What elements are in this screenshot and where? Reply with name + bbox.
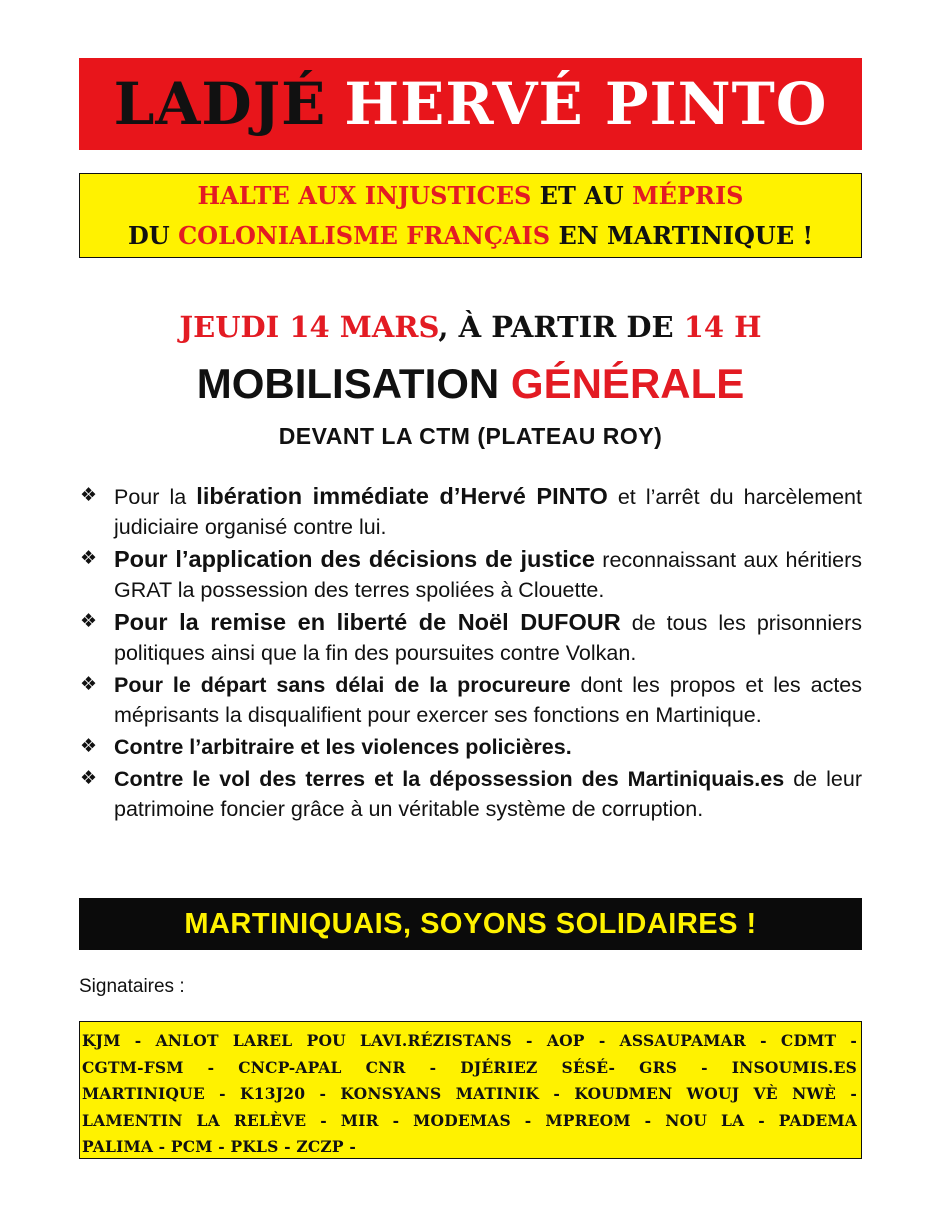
solidarity-call-text: MARTINIQUAIS, SOYONS SOLIDAIRES ! [184, 907, 757, 940]
demand-rest: reconnaissant aux héritiers GRAT la possession des terres spoliées à Clouette. [114, 548, 862, 602]
demand-bold: Contre le vol des terres et la dépossession des Martiniquais.es [114, 767, 785, 791]
slogan-text: HALTE AUX INJUSTICES [197, 180, 532, 210]
demand-rest: dont les propos et les actes méprisants la disqualifient pour exercer ses fonctions en Martinique. [114, 673, 862, 727]
demand-bold: Pour l’application des décisions de justice [114, 546, 595, 572]
slogan-text: MÉPRIS [632, 180, 744, 210]
diamond-bullet-icon: ❖ [80, 611, 98, 632]
slogan-text: COLONIALISME FRANÇAIS [178, 220, 551, 250]
signatories-line: KJM - ANLOT LAREL POU LAVI.RÉZISTANS - AOP - ASSAUPAMAR - CDMT - [82, 1031, 857, 1050]
slogan-text: EN MARTINIQUE ! [550, 220, 814, 250]
diamond-bullet-icon: ❖ [80, 674, 98, 695]
diamond-bullet-icon: ❖ [80, 548, 98, 569]
solidarity-call [79, 898, 862, 950]
date-time: 14 H [683, 310, 762, 344]
location: DEVANT LA CTM (PLATEAU ROY) [278, 423, 663, 449]
date-day: JEUDI 14 MARS [179, 310, 439, 344]
demand-bold: Pour le départ sans délai de la procureure [114, 673, 571, 697]
signatories-line: MARTINIQUE - K13J20 - KONSYANS MATINIK - KOUDMEN WOUJ VÈ NWÈ - [82, 1084, 857, 1103]
diamond-bullet-icon: ❖ [80, 768, 98, 789]
date-connector: , À PARTIR DE [438, 310, 684, 344]
demand-prefix: Pour la [114, 485, 197, 509]
slogan-line-2 [128, 216, 813, 256]
event-date [79, 305, 862, 349]
slogan-text: DU [127, 220, 179, 250]
signatories-line: CGTM-FSM - CNCP-APAL CNR - DJÉRIEZ SÉSÉ- GRS - INSOUMIS.ES [82, 1057, 857, 1077]
diamond-bullet-icon: ❖ [80, 485, 98, 506]
slogan-text: ET AU [531, 180, 633, 210]
list-item [79, 481, 862, 542]
list-item [79, 764, 862, 824]
demand-rest: de leur patrimoine foncier grâce à un véritable système de corruption. [114, 767, 862, 821]
demands-list [79, 481, 862, 826]
slogan-line-1 [197, 176, 743, 216]
signatories-box [79, 1021, 862, 1159]
list-item [79, 732, 862, 762]
signatories-label: Signataires : [79, 976, 185, 997]
list-item [79, 607, 862, 668]
diamond-bullet-icon: ❖ [80, 736, 98, 757]
slogan-box [79, 173, 862, 258]
title-banner [79, 58, 862, 150]
title-name: HERVÉ PINTO [344, 70, 828, 138]
list-item [79, 544, 862, 605]
signatories-line: LAMENTIN LA RELÈVE - MIR - MODEMAS - MPREOM - NOU LA - PADEMA [82, 1110, 857, 1130]
demand-bold: libération immédiate d’Hervé PINTO [196, 483, 608, 509]
demand-rest: de tous les prisonniers politiques ainsi que la fin des poursuites contre Volkan. [114, 611, 862, 665]
list-item [79, 670, 862, 730]
title-word-ladje: LADJÉ [113, 70, 327, 138]
demand-rest: et l’arrêt du harcèlement judiciaire organisé contre lui. [114, 485, 862, 539]
mobilisation-heading [79, 356, 862, 412]
demand-bold: Contre l’arbitraire et les violences policières. [114, 735, 572, 759]
generale-word: GÉNÉRALE [510, 360, 745, 407]
signatories-line: PALIMA - PCM - PKLS - ZCZP - [82, 1137, 356, 1156]
demand-bold: Pour la remise en liberté de Noël DUFOUR [114, 609, 621, 635]
mobilisation-word: MOBILISATION [196, 360, 511, 407]
